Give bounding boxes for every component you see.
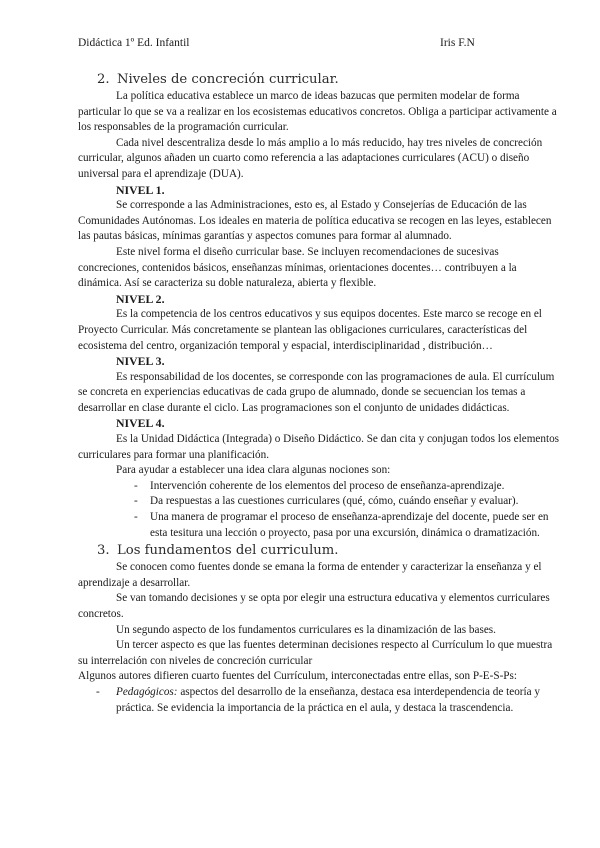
- paragraph: Para ayudar a establecer una idea clara algunas nociones son:: [116, 464, 391, 477]
- dash-bullet: -: [96, 685, 100, 698]
- level-heading: NIVEL 4.: [116, 416, 165, 431]
- list-item-text: Da respuestas a las cuestiones curriculares (qué, cómo, cuándo enseñar y evaluar).: [150, 495, 519, 508]
- sources-list: [78, 685, 562, 716]
- section-number: 2.: [97, 72, 110, 87]
- level-heading: NIVEL 1.: [116, 182, 165, 197]
- header-course: Didáctica 1º Ed. Infantil: [78, 37, 190, 49]
- paragraph: Algunos autores difieren cuarto fuentes del Currículum, interconectadas entre ellas, son P-E-S-Ps:: [78, 670, 517, 683]
- list-item: [78, 510, 562, 541]
- paragraph: Es la competencia de los centros educativos y sus equipos docentes. Este marco se recoge en el Proyecto Curricular. Más concretamente se plantean las obligaciones curriculares, características del ecosistema del centro, organización temporal y espacial, interdisciplinaridad , distribución…: [78, 308, 542, 352]
- paragraph: Cada nivel descentraliza desde lo más amplio a lo más reducido, hay tres niveles de concreción curricular, algunos añaden un cuarto como referencia a las adaptaciones curriculares (ACU) o diseño universal para el aprendizaje (DUA).: [78, 136, 543, 180]
- paragraph: Es la Unidad Didáctica (Integrada) o Diseño Didáctico. Se dan cita y conjugan todos los elementos curriculares para formar una planificación.: [78, 433, 560, 461]
- list-item: [78, 685, 562, 716]
- list-item-text: Intervención coherente de los elementos del proceso de enseñanza-aprendizaje.: [150, 479, 505, 492]
- paragraph: Es responsabilidad de los docentes, se corresponde con las programaciones de aula. El currículum se concreta en experiencias educativas de cada grupo de alumnado, donde se secuencian los temas a desarrollar en clase durante el ciclo. Las programaciones son el conjunto de unidades didácticas.: [78, 370, 555, 414]
- paragraph: Un segundo aspecto de los fundamentos curriculares es la dinamización de las bases.: [116, 623, 496, 636]
- paragraph: La política educativa establece un marco de ideas bazucas que permiten modelar de forma particular lo que se va a realizar en los ecosistemas educativos concretos. Obliga a participar activamente a los responsables de la programación curricular.: [78, 90, 557, 134]
- list-item: [78, 494, 562, 510]
- source-text: aspectos del desarrollo de la enseñanza, destaca esa interdependencia de teoría y práctica. Se evidencia la importancia de la práctica en el aula, y destaca la trascendencia.: [116, 685, 541, 714]
- level-heading: NIVEL 2.: [116, 291, 165, 306]
- document-body: [78, 70, 562, 716]
- list-item-text: Una manera de programar el proceso de enseñanza-aprendizaje del docente, puede ser en esta tesitura una lección o proyecto, pasa por una excursión, dinámica o dramatización.: [150, 511, 549, 539]
- dash-bullet: -: [134, 511, 138, 524]
- level-heading: NIVEL 3.: [116, 354, 165, 369]
- section-number: 3.: [97, 543, 110, 559]
- paragraph: Se conocen como fuentes donde se emana la forma de entender y caracterizar la enseñanza y el aprendizaje a desarrollar.: [78, 561, 542, 589]
- section-title: Niveles de concreción curricular.: [117, 72, 339, 87]
- header-author: Iris F.N: [440, 37, 475, 49]
- section-heading: [78, 70, 562, 89]
- source-label: Pedagógicos:: [116, 685, 178, 698]
- paragraph: Se van tomando decisiones y se opta por elegir una estructura educativa y elementos curriculares concretos.: [78, 592, 550, 620]
- notions-list: [78, 479, 562, 541]
- list-item: [78, 479, 562, 495]
- dash-bullet: -: [134, 479, 138, 492]
- paragraph: Un tercer aspecto es que las fuentes determinan decisiones respecto al Currículum lo que muestra su interrelación con niveles de concreción curricular: [78, 639, 553, 667]
- section-title: Los fundamentos del curriculum.: [117, 543, 339, 559]
- section-heading: [78, 541, 562, 560]
- paragraph: Este nivel forma el diseño curricular base. Se incluyen recomendaciones de sucesivas concreciones, contenidos básicos, enseñanzas mínimas, orientaciones docentes… contribuyen a la dinámica. Así se caracteriza su doble naturaleza, abierta y flexible.: [78, 245, 517, 290]
- paragraph: Se corresponde a las Administraciones, esto es, al Estado y Consejerías de Educación de las Comunidades Autónomas. Los ideales en materia de política educativa se recogen en las leyes, establecen las pautas básicas, mínimas garantías y aspectos comunes para formar al alumnado.: [78, 199, 552, 243]
- dash-bullet: -: [134, 495, 138, 508]
